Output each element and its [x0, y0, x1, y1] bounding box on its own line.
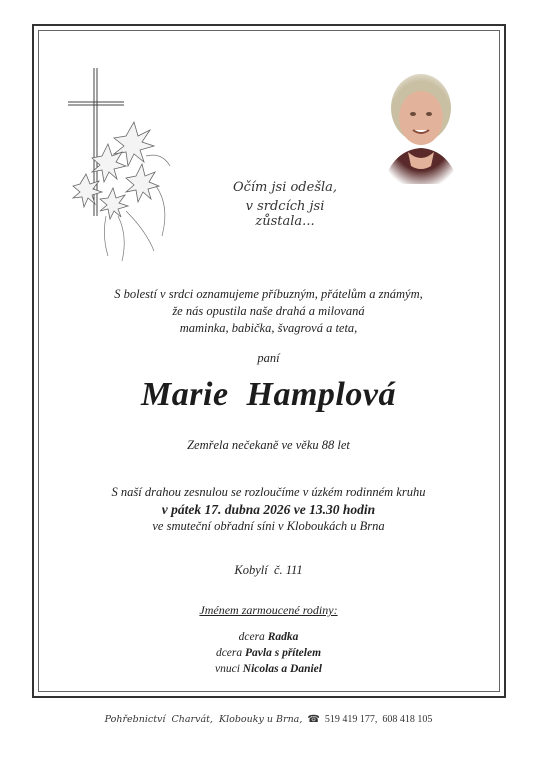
announcement-text: [0, 286, 537, 337]
cross-with-lilies-icon: [66, 66, 186, 266]
member-names: Pavla s přítelem: [245, 647, 322, 659]
relation: dcera: [215, 647, 243, 659]
footer: [0, 714, 537, 725]
address: Kobylí č. 111: [234, 563, 303, 577]
ceremony-place: ve smuteční obřadní síni v Kloboukách u Brna: [152, 519, 385, 533]
ceremony-date: v pátek 17. dubna 2026 ve 13.30 hodin: [161, 502, 376, 517]
death-notice: Zemřela nečekaně ve věku 88 let: [187, 438, 350, 452]
family-member: [0, 661, 537, 677]
member-names: Nicolas a Daniel: [242, 663, 322, 675]
motto-line: v srdcích jsi zůstala...: [245, 199, 325, 229]
announcement-line: S bolestí v srdci oznamujeme příbuzným, přátelům a známým,: [114, 287, 423, 301]
funeral-firm: Pohřebnictví Charvát, Klobouky u Brna,: [104, 714, 303, 725]
farewell-info: [0, 484, 537, 535]
family-heading: Jménem zarmoucené rodiny:: [199, 603, 338, 617]
announcement-line: maminka, babička, švagrová a teta,: [179, 321, 358, 335]
family-member: [0, 645, 537, 661]
member-names: Radka: [267, 631, 299, 643]
family-member: [0, 629, 537, 645]
phone-numbers: 519 419 177, 608 418 105: [324, 714, 433, 725]
motto-line: Očím jsi odešla,: [232, 180, 338, 195]
relation: dcera: [238, 631, 265, 643]
farewell-line: S naší drahou zesnulou se rozloučíme v úzkém rodinném kruhu: [111, 485, 426, 499]
honorific: paní: [257, 351, 280, 365]
portrait-photo: [378, 68, 464, 184]
deceased-name: Marie Hamplová: [141, 376, 396, 413]
relation: vnuci: [214, 663, 240, 675]
announcement-line: že nás opustila naše drahá a milovaná: [172, 304, 365, 318]
phone-icon: ☎: [304, 714, 323, 725]
